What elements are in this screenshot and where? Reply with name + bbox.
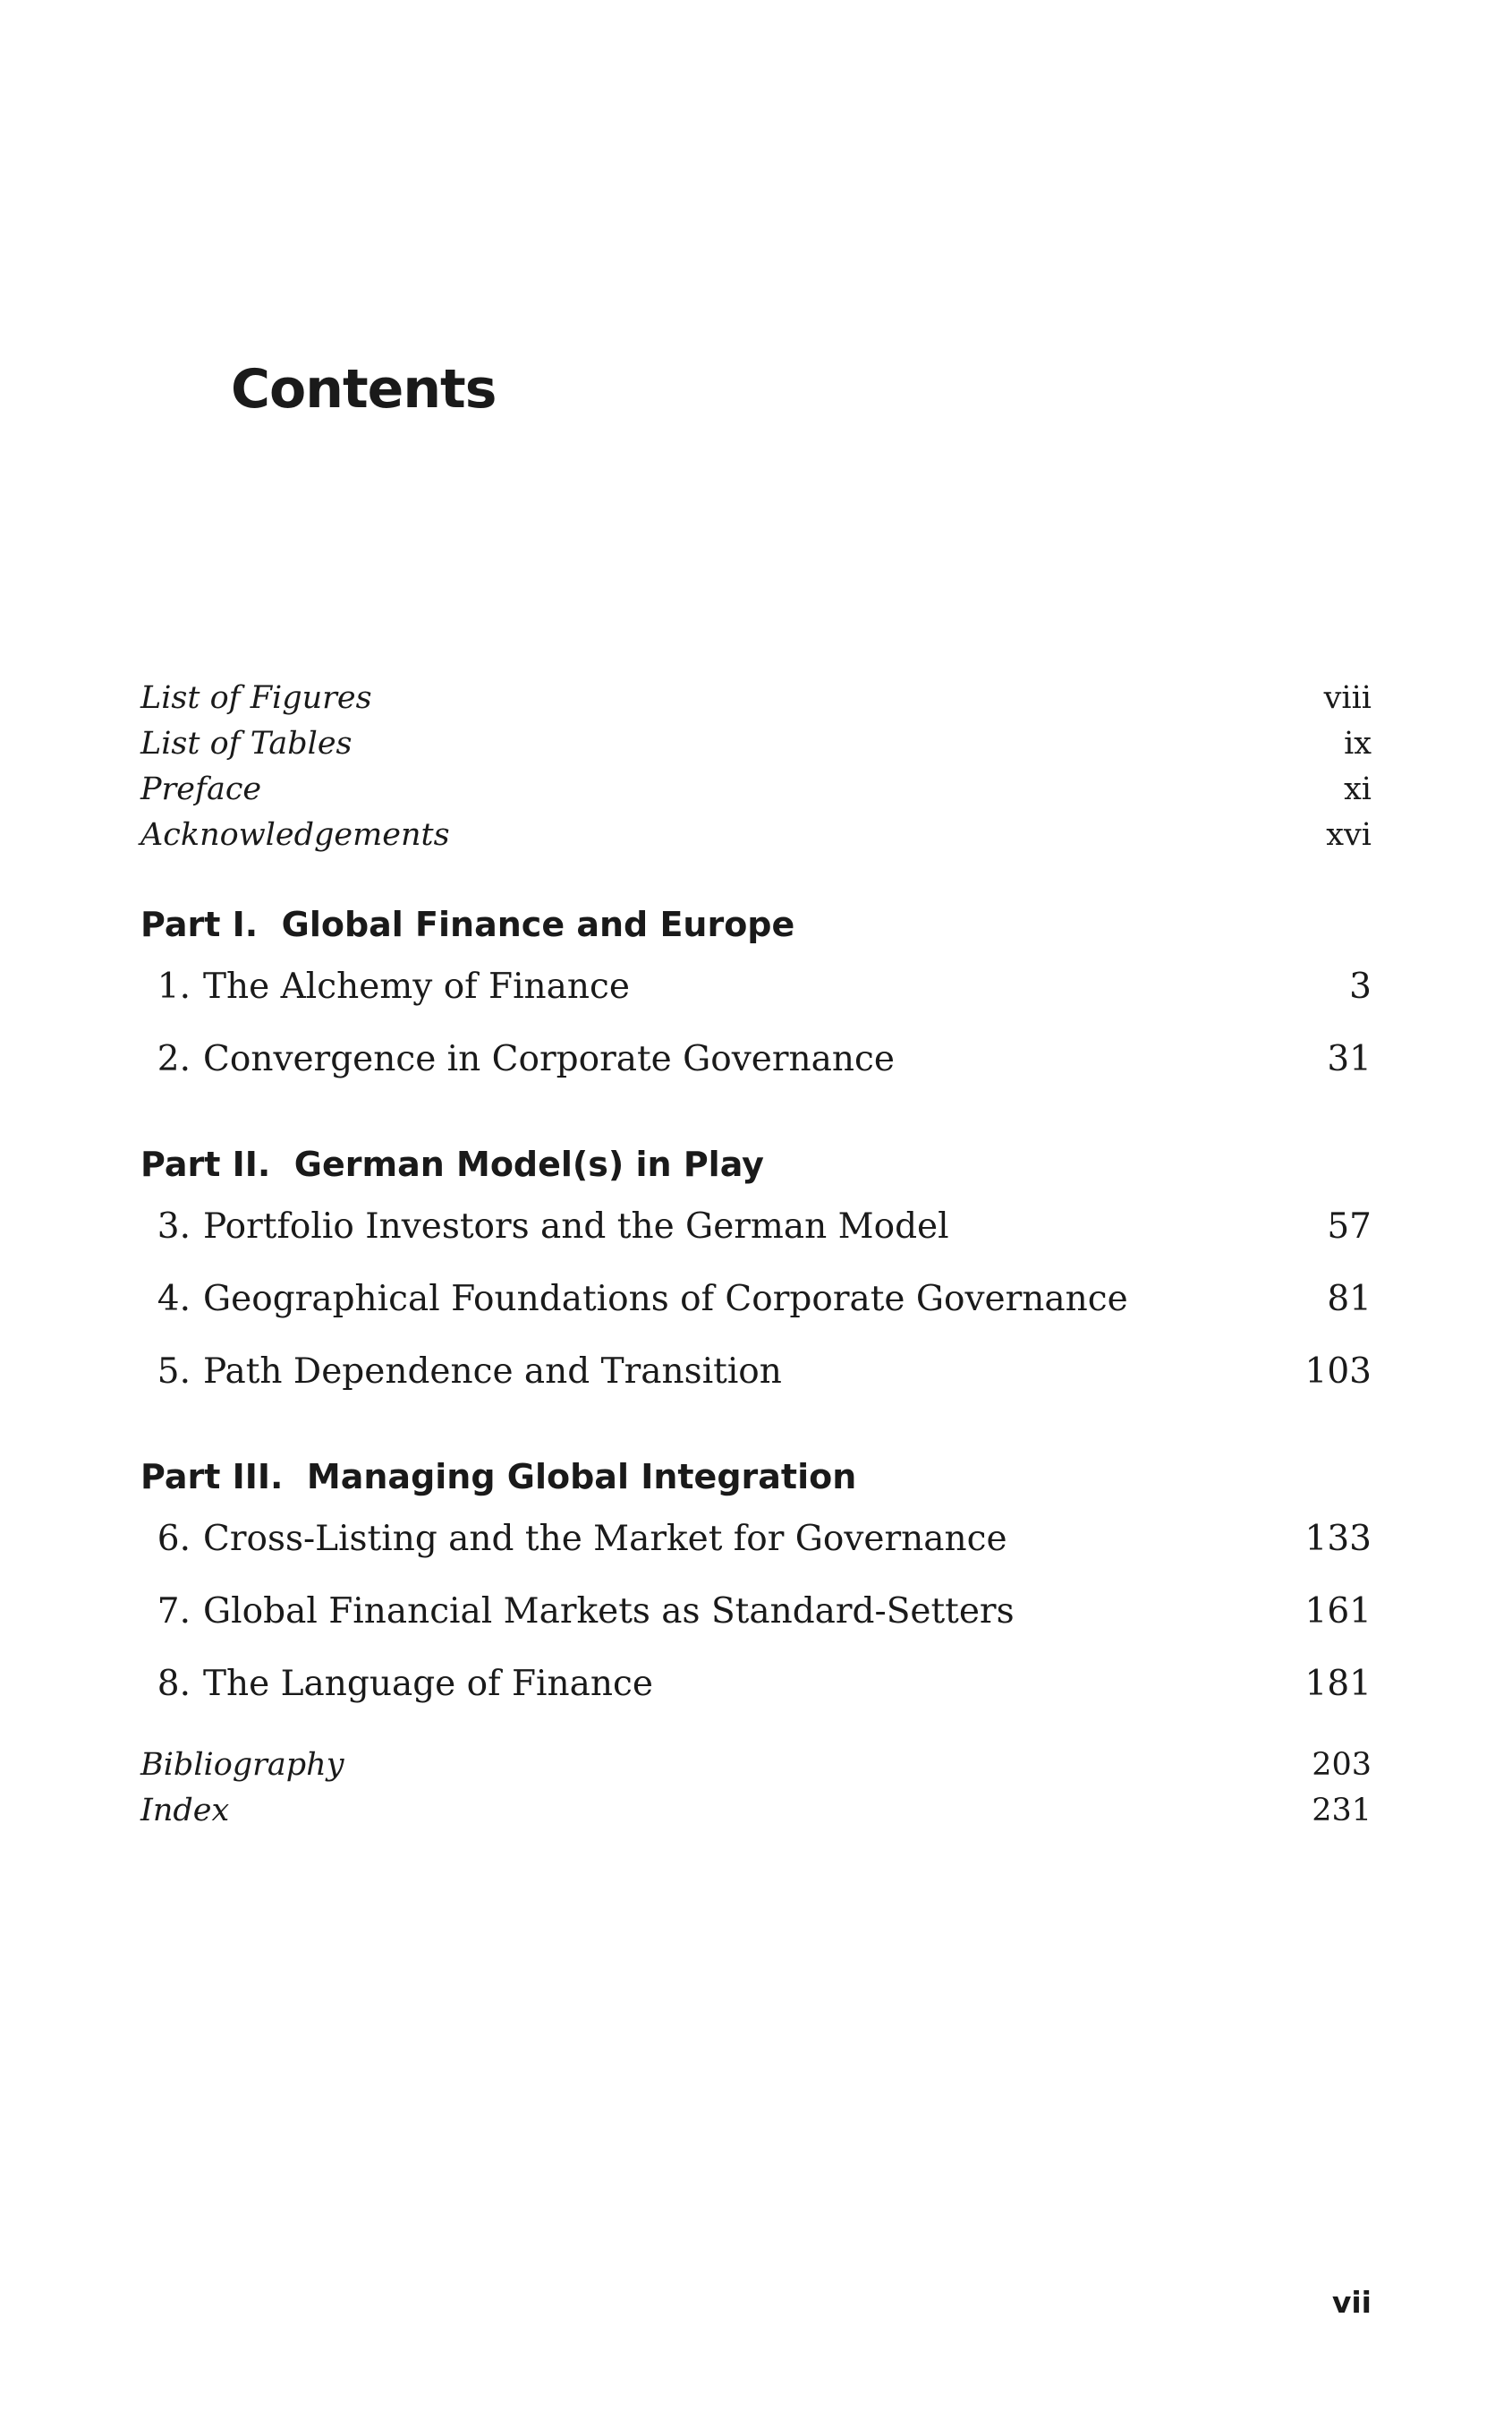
toc-chapter-5[interactable] — [140, 1335, 1372, 1408]
front-matter-list — [140, 680, 1372, 863]
part-title: Part III. Managing Global Integration — [140, 1457, 857, 1496]
toc-entry-label: List of Figures — [140, 680, 372, 716]
toc-chapter-2[interactable] — [140, 1023, 1372, 1095]
back-matter-list — [140, 1747, 1372, 1838]
toc-chapter-4[interactable] — [140, 1263, 1372, 1335]
table-of-contents — [140, 680, 1372, 1838]
toc-entry-bibliography[interactable] — [140, 1747, 1372, 1793]
chapter-title: Portfolio Investors and the German Model — [203, 1206, 949, 1247]
toc-entry-page: xi — [1344, 771, 1372, 807]
toc-entry-page: 203 — [1312, 1747, 1372, 1783]
chapter-title: Global Financial Markets as Standard-Setters — [203, 1591, 1015, 1632]
part-section-2 — [140, 1138, 1372, 1408]
chapter-page: 161 — [1304, 1591, 1372, 1632]
chapter-number: 6. — [157, 1519, 191, 1559]
toc-chapter-1[interactable] — [140, 950, 1372, 1023]
toc-entry-acknowledgements[interactable] — [140, 817, 1372, 863]
toc-entry-preface[interactable] — [140, 771, 1372, 817]
chapter-number: 8. — [157, 1664, 191, 1704]
chapter-page: 103 — [1304, 1351, 1372, 1392]
part-title: Part I. Global Finance and Europe — [140, 905, 795, 944]
chapter-number: 3. — [157, 1206, 191, 1247]
chapter-title: Convergence in Corporate Governance — [203, 1039, 895, 1079]
toc-entry-page: 231 — [1312, 1793, 1372, 1828]
chapter-title: Cross-Listing and the Market for Governance — [203, 1519, 1007, 1559]
chapter-page: 181 — [1304, 1664, 1372, 1704]
toc-chapter-7[interactable] — [140, 1575, 1372, 1648]
chapter-number: 5. — [157, 1351, 191, 1392]
chapter-page: 3 — [1349, 967, 1372, 1007]
chapter-number: 1. — [157, 967, 191, 1007]
toc-entry-label: List of Tables — [140, 726, 353, 762]
chapter-title: Geographical Foundations of Corporate Governance — [203, 1279, 1128, 1319]
chapter-page: 31 — [1327, 1039, 1372, 1079]
toc-chapter-8[interactable] — [140, 1648, 1372, 1720]
part-title: Part II. German Model(s) in Play — [140, 1145, 764, 1184]
part-section-1 — [140, 899, 1372, 1095]
toc-entry-index[interactable] — [140, 1793, 1372, 1838]
chapter-number: 4. — [157, 1279, 191, 1319]
page-number: vii — [1331, 2285, 1372, 2320]
chapter-number: 2. — [157, 1039, 191, 1079]
toc-entry-label: Bibliography — [140, 1747, 344, 1783]
toc-entry-label: Preface — [140, 771, 262, 807]
toc-entry-list-of-figures[interactable] — [140, 680, 1372, 726]
chapter-page: 57 — [1327, 1206, 1372, 1247]
chapter-title: The Alchemy of Finance — [203, 967, 630, 1007]
chapter-title: The Language of Finance — [203, 1664, 653, 1704]
toc-entry-page: ix — [1344, 726, 1372, 762]
toc-entry-page: xvi — [1326, 817, 1372, 853]
chapter-number: 7. — [157, 1591, 191, 1632]
chapter-title: Path Dependence and Transition — [203, 1351, 782, 1392]
toc-chapter-3[interactable] — [140, 1190, 1372, 1263]
toc-entry-list-of-tables[interactable] — [140, 726, 1372, 771]
toc-entry-label: Index — [140, 1793, 230, 1828]
toc-chapter-6[interactable] — [140, 1503, 1372, 1575]
chapter-page: 133 — [1304, 1519, 1372, 1559]
toc-entry-page: viii — [1323, 680, 1372, 716]
chapter-page: 81 — [1327, 1279, 1372, 1319]
part-section-3 — [140, 1451, 1372, 1720]
page-title: Contents — [231, 358, 497, 421]
toc-entry-label: Acknowledgements — [140, 817, 450, 853]
